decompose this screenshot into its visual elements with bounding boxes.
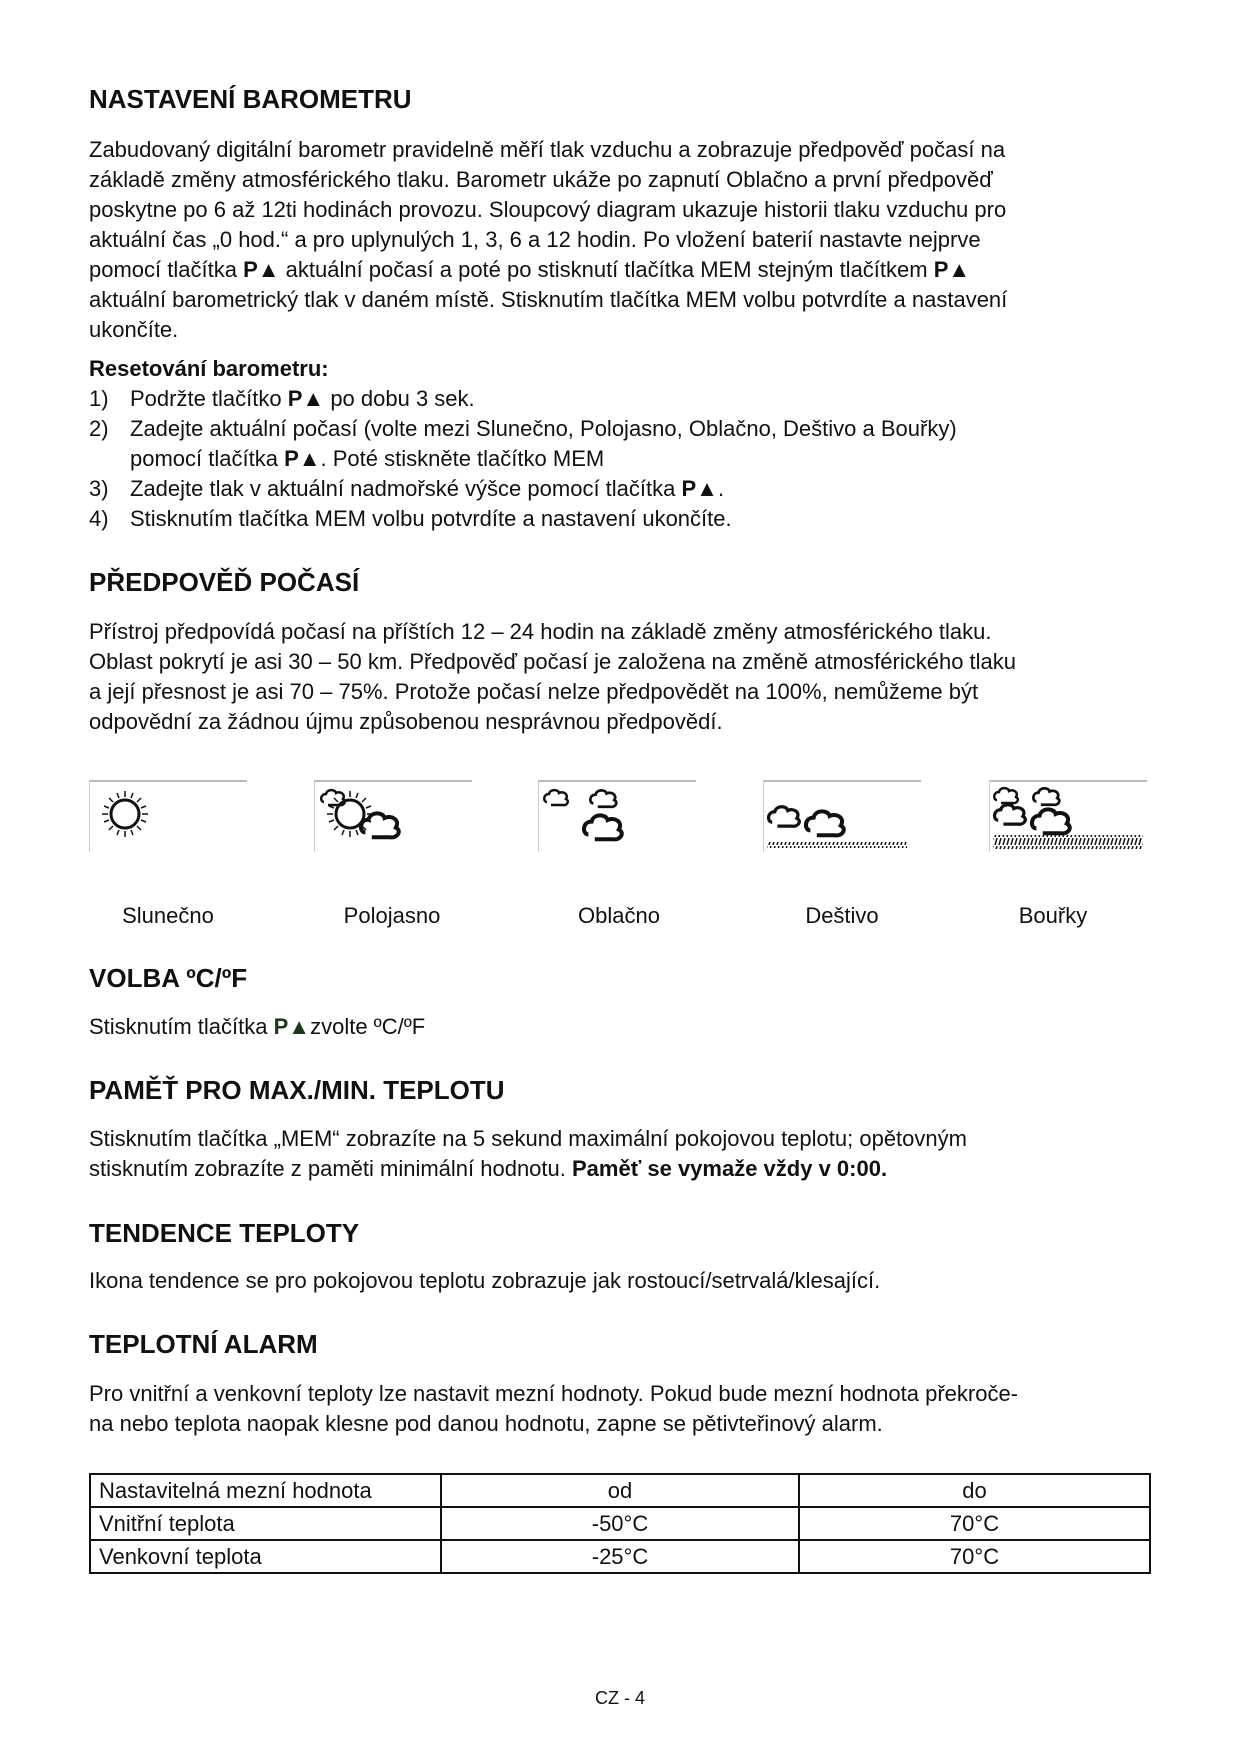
heading-predpoved: PŘEDPOVĚĎ POČASÍ xyxy=(89,567,360,597)
text-line: Oblast pokrytí je asi 30 – 50 km. Předpověď počasí je založena na změně atmosférického tlaku xyxy=(89,649,1017,674)
text: pomocí tlačítka xyxy=(130,446,285,471)
text: stisknutím zobrazíte z paměti minimální hodnotu. xyxy=(89,1156,572,1181)
text-line: aktuální barometrický tlak v daném místě. Stisknutím tlačítka MEM volbu potvrdíte a nastavení xyxy=(89,287,1008,312)
partly-cloudy-icon xyxy=(314,780,472,852)
cell: Venkovní teplota xyxy=(90,1540,441,1573)
text-line: Pro vnitřní a venkovní teploty lze nastavit mezní hodnoty. Pokud bude mezní hodnota překroče- xyxy=(89,1381,1019,1406)
storm-icon xyxy=(989,780,1147,852)
text: Podržte tlačítko xyxy=(130,386,288,411)
text-line: odpovědní za žádnou újmu způsobenou nesprávnou předpovědí. xyxy=(89,709,723,734)
forecast-label: Bouřky xyxy=(1018,903,1088,928)
list-text xyxy=(130,384,475,414)
text-line: a její přesnost je asi 70 – 75%. Protože počasí nelze předpovědět na 100%, nemůžeme být xyxy=(89,679,979,704)
button-ref: P▲ xyxy=(243,257,280,282)
forecast-label: Polojasno xyxy=(343,903,441,928)
text-line: Stisknutím tlačítka „MEM“ zobrazíte na 5 sekund maximální pokojovou teplotu; opětovným xyxy=(89,1126,967,1151)
list-number: 1) xyxy=(89,386,109,411)
header-cell: od xyxy=(441,1474,799,1507)
subheading-reset: Resetování barometru: xyxy=(89,356,329,381)
text-line: Zabudovaný digitální barometr pravidelně měří tlak vzduchu a zobrazuje předpověď počasí na xyxy=(89,137,1006,162)
list-number: 4) xyxy=(89,506,109,531)
button-ref: P▲ xyxy=(933,257,971,282)
page-number: CZ - 4 xyxy=(594,1688,645,1708)
list-item xyxy=(89,504,109,534)
text-line: ukončíte. xyxy=(89,317,179,342)
forecast-label: Deštivo xyxy=(805,903,879,928)
list-text xyxy=(130,474,724,504)
text: pomocí tlačítka xyxy=(89,257,244,282)
table-row xyxy=(90,1540,1150,1573)
text-line: Ikona tendence se pro pokojovou teplotu zobrazuje jak rostoucí/setrvalá/klesající. xyxy=(89,1268,881,1293)
table-header-row xyxy=(90,1474,1150,1507)
text-line xyxy=(89,255,970,285)
list-text: Stisknutím tlačítka MEM volbu potvrdíte a nastavení ukončíte. xyxy=(130,506,732,531)
list-item xyxy=(89,474,109,504)
button-ref: P▲ xyxy=(287,386,325,411)
list-number: 3) xyxy=(89,476,109,501)
text-line: Přístroj předpovídá počasí na příštích 12 – 24 hodin na základě změny atmosférického tlaku. xyxy=(89,619,992,644)
text: Zadejte tlak v aktuální nadmořské výšce pomocí tlačítka xyxy=(130,476,682,501)
list-text: Zadejte aktuální počasí (volte mezi Slunečno, Polojasno, Oblačno, Deštivo a Bouřky) xyxy=(130,416,957,441)
header-cell: do xyxy=(799,1474,1150,1507)
list-item xyxy=(89,384,109,414)
list-text xyxy=(130,444,604,474)
text-line xyxy=(89,1154,887,1184)
text-line xyxy=(89,1012,425,1042)
cell: -50°C xyxy=(441,1507,799,1540)
sun-icon xyxy=(89,780,247,852)
text: zvolte ºC/ºF xyxy=(310,1014,426,1039)
button-ref: P▲ xyxy=(681,476,718,501)
bold-note: Paměť se vymaže vždy v 0:00. xyxy=(572,1156,888,1181)
text: aktuální počasí a poté po stisknutí tlačítka MEM stejným tlačítkem xyxy=(279,257,934,282)
list-number: 2) xyxy=(89,416,109,441)
heading-tendence: TENDENCE TEPLOTY xyxy=(89,1218,360,1248)
cell: 70°C xyxy=(799,1540,1150,1573)
heading-alarm: TEPLOTNÍ ALARM xyxy=(89,1329,318,1359)
button-ref: P▲ xyxy=(273,1014,311,1039)
heading-barometr: NASTAVENÍ BAROMETRU xyxy=(89,84,412,114)
cloudy-icon xyxy=(538,780,696,852)
alarm-limits-table xyxy=(89,1473,1151,1574)
list-item xyxy=(89,414,109,444)
text-line: aktuální čas „0 hod.“ a pro uplynulých 1, 3, 6 a 12 hodin. Po vložení baterií nastavte nejprve xyxy=(89,227,981,252)
heading-pamet: PAMĚŤ PRO MAX./MIN. TEPLOTU xyxy=(89,1075,505,1105)
cell: Vnitřní teplota xyxy=(90,1507,441,1540)
text: . Poté stiskněte tlačítko MEM xyxy=(320,446,605,471)
text: Stisknutím tlačítka xyxy=(89,1014,274,1039)
text: po dobu 3 sek. xyxy=(324,386,475,411)
cell: -25°C xyxy=(441,1540,799,1573)
text-line: základě změny atmosférického tlaku. Barometr ukáže po zapnutí Oblačno a první předpověď xyxy=(89,167,993,192)
header-cell: Nastavitelná mezní hodnota xyxy=(90,1474,441,1507)
forecast-label: Slunečno xyxy=(122,903,214,928)
table-row xyxy=(90,1507,1150,1540)
rain-icon xyxy=(763,780,921,852)
text: . xyxy=(717,476,725,501)
text-line: na nebo teplota naopak klesne pod danou hodnotu, zapne se pětivteřinový alarm. xyxy=(89,1411,883,1436)
cell: 70°C xyxy=(799,1507,1150,1540)
text-line: poskytne po 6 až 12ti hodinách provozu. Sloupcový diagram ukazuje historii tlaku vzduchu pro xyxy=(89,197,1007,222)
button-ref: P▲ xyxy=(284,446,321,471)
heading-volba: VOLBA ºC/ºF xyxy=(89,963,248,993)
forecast-label: Oblačno xyxy=(578,903,660,928)
